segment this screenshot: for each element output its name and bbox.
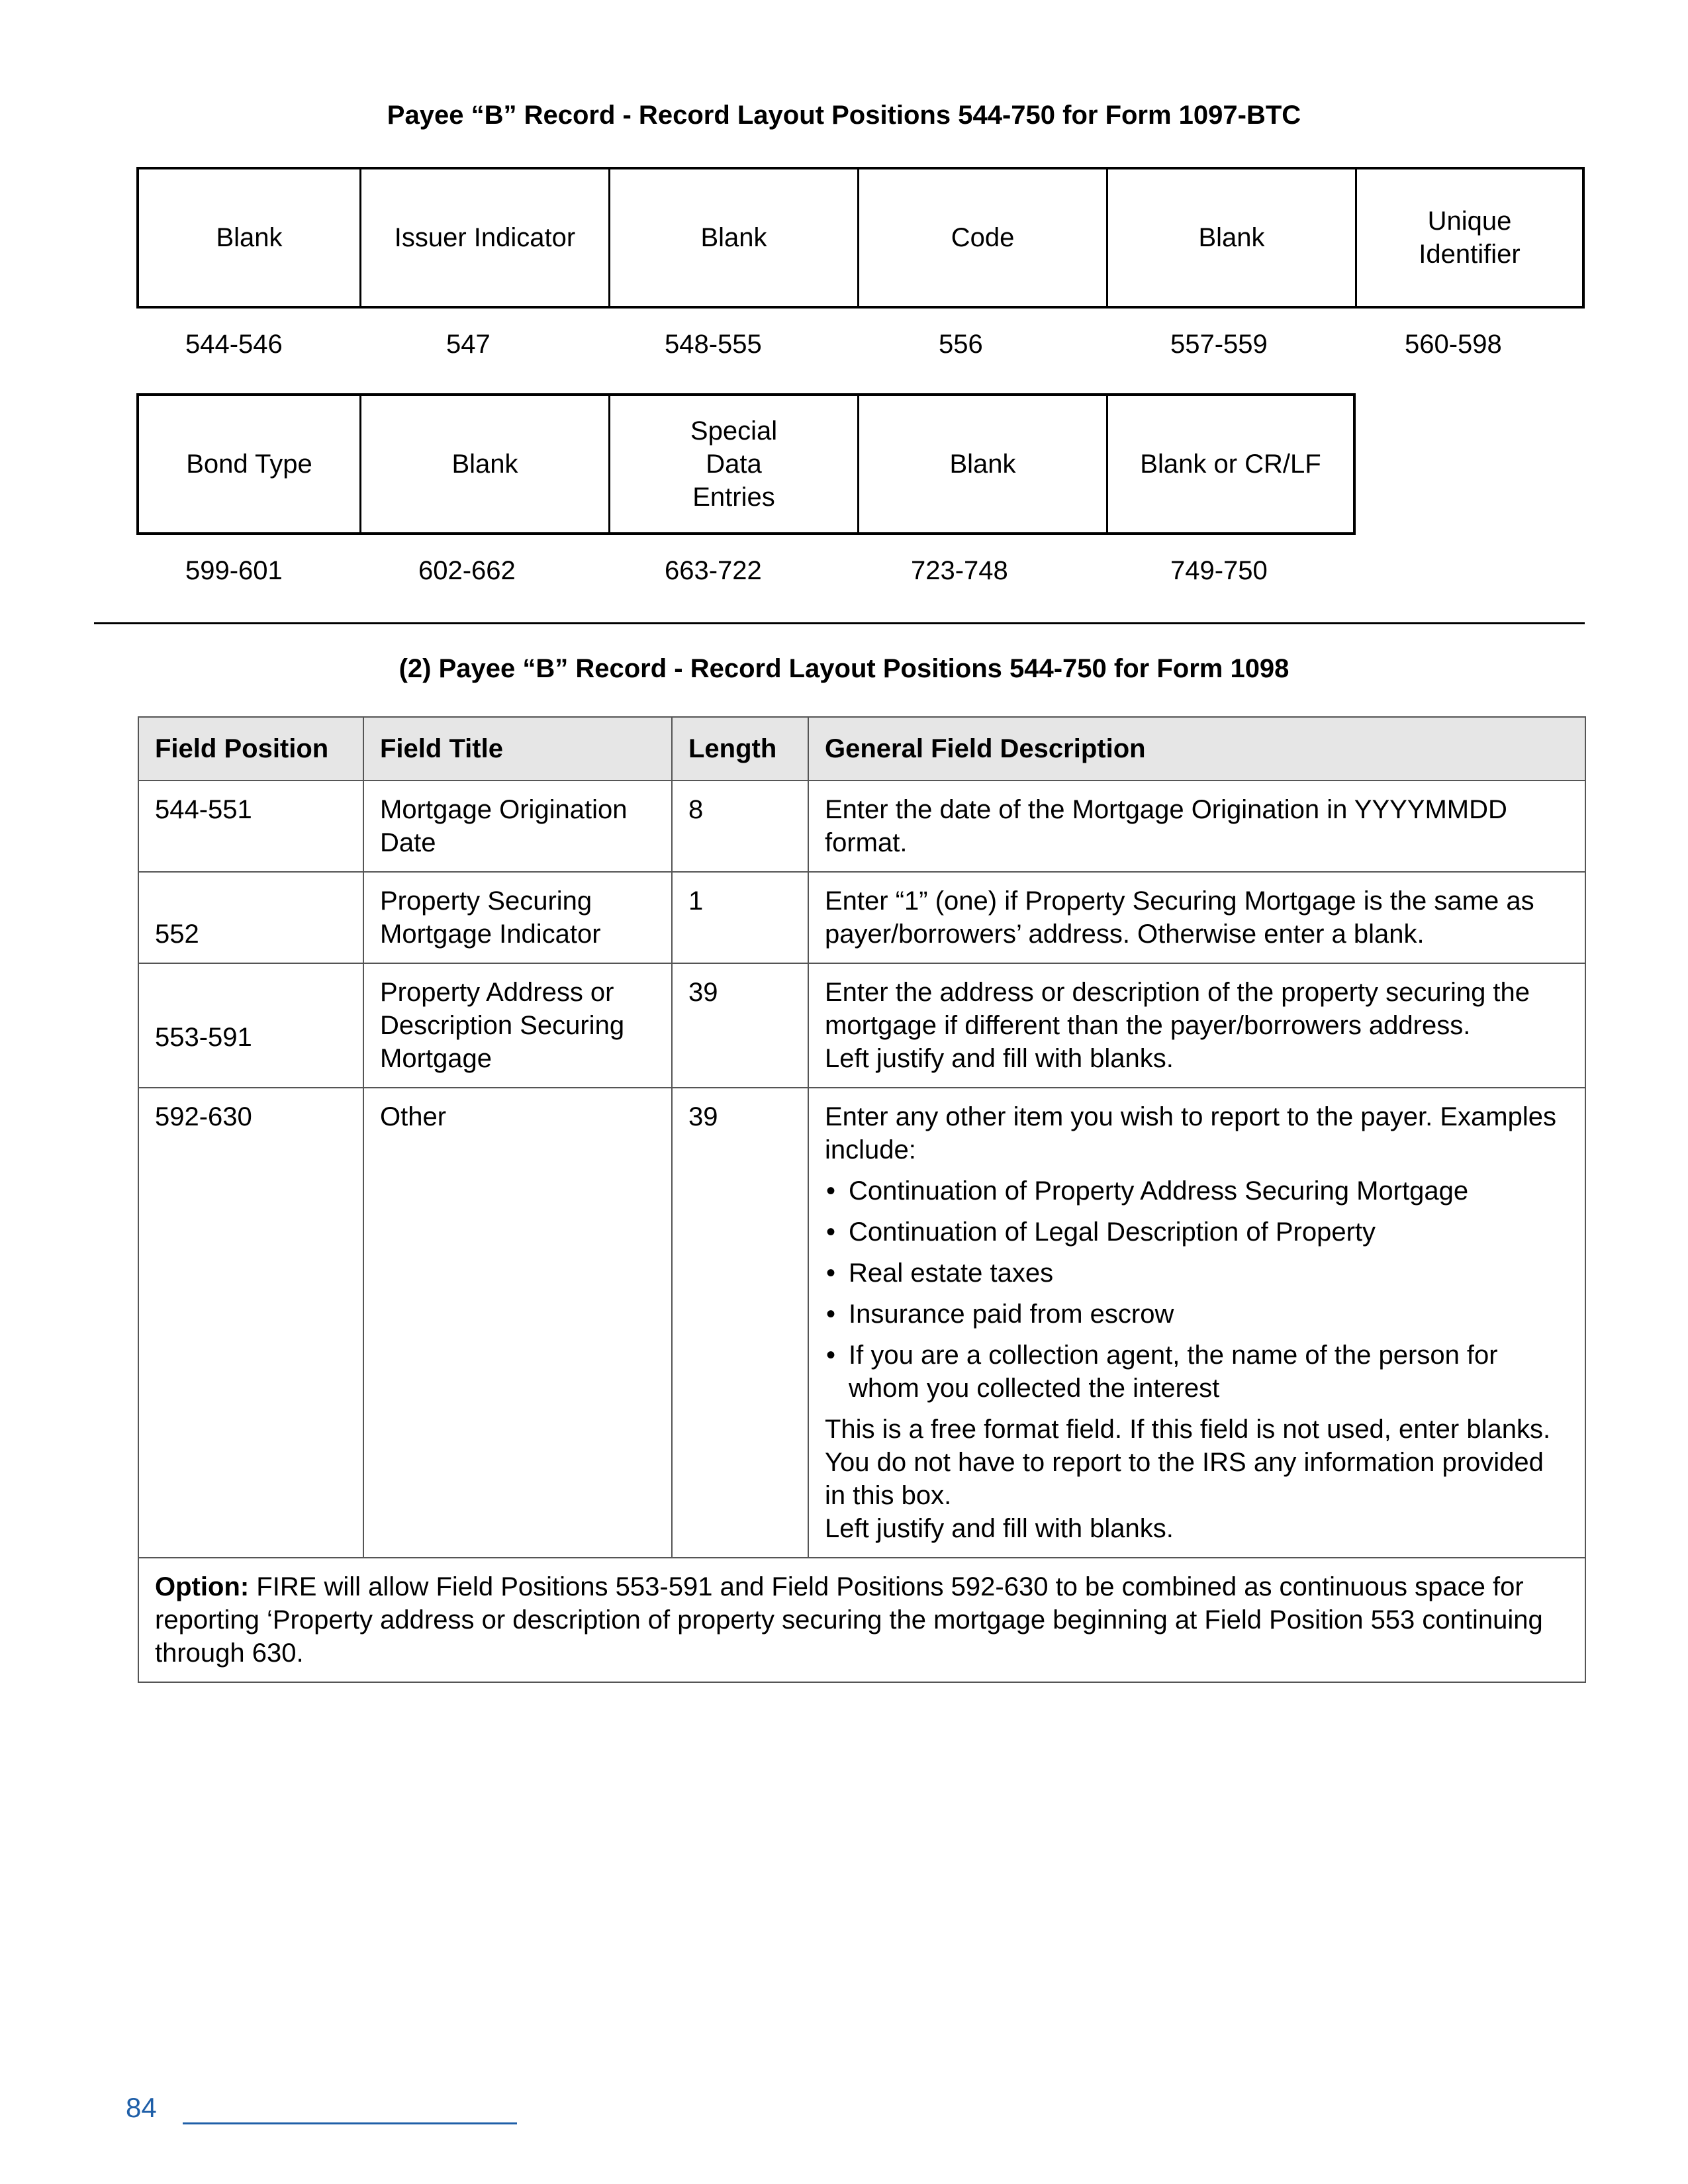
layout-cell-issuer-indicator: Issuer Indicator bbox=[361, 169, 610, 306]
position-label: 544-546 bbox=[185, 330, 283, 359]
list-item: • Real estate taxes bbox=[825, 1257, 1569, 1290]
option-text: FIRE will allow Field Positions 553-591 and Field Positions 592-630 to be combined as continuous space for reporting ‘Property address or description of property securing the mortgage beginning at Field Position 553 continuing through 630. bbox=[155, 1572, 1543, 1668]
section-divider bbox=[94, 622, 1585, 624]
field-description: Enter “1” (one) if Property Securing Mortgage is the same as payer/borrowers’ address. Otherwise enter a blank. bbox=[808, 872, 1585, 963]
field-length: 8 bbox=[672, 781, 808, 872]
layout-cell-code: Code bbox=[859, 169, 1108, 306]
position-label: 548-555 bbox=[665, 330, 762, 359]
layout-cell-blank-4: Blank bbox=[361, 396, 610, 532]
table-header-row bbox=[138, 717, 1585, 781]
position-label: 663-722 bbox=[665, 556, 762, 585]
table-row bbox=[138, 781, 1585, 872]
layout-title-1097btc: Payee “B” Record - Record Layout Positions 544-750 for Form 1097-BTC bbox=[387, 101, 1301, 130]
layout-cell-special-data-entries: Special Data Entries bbox=[610, 396, 859, 532]
position-label: 557-559 bbox=[1170, 330, 1268, 359]
description-line: Enter the address or description of the property securing the mortgage if different than the payer/borrowers address. bbox=[825, 978, 1530, 1040]
page-number: 84 bbox=[126, 2092, 157, 2123]
layout-cell-unique-identifier: Unique Identifier bbox=[1419, 207, 1521, 269]
list-item: • Continuation of Property Address Securing Mortgage bbox=[825, 1174, 1569, 1208]
position-label: 556 bbox=[939, 330, 983, 359]
table-row bbox=[138, 872, 1585, 963]
layout-cell-bond-type: Bond Type bbox=[139, 396, 361, 532]
option-label: Option: bbox=[155, 1572, 250, 1601]
field-title: Property Securing Mortgage Indicator bbox=[363, 872, 672, 963]
layout-cell-blank-2: Blank bbox=[610, 169, 859, 306]
position-label: 749-750 bbox=[1170, 556, 1268, 585]
position-label: 547 bbox=[446, 330, 491, 359]
description-line: Left justify and fill with blanks. bbox=[825, 1044, 1174, 1073]
field-description: Enter the date of the Mortgage Origination in YYYYMMDD format. bbox=[808, 781, 1585, 872]
field-position: 592-630 bbox=[138, 1088, 363, 1558]
layout-row-1 bbox=[136, 167, 1585, 309]
layout-cell-blank-3: Blank bbox=[1108, 169, 1357, 306]
option-note bbox=[138, 1558, 1585, 1682]
position-label: 602-662 bbox=[418, 556, 516, 585]
field-length: 1 bbox=[672, 872, 808, 963]
description-line: This is a free format field. If this field is not used, enter blanks. bbox=[825, 1415, 1551, 1444]
list-item: • Continuation of Legal Description of Property bbox=[825, 1215, 1569, 1249]
position-label: 560-598 bbox=[1405, 330, 1502, 359]
position-label: 723-748 bbox=[911, 556, 1008, 585]
position-label: 599-601 bbox=[185, 556, 283, 585]
field-length: 39 bbox=[672, 963, 808, 1088]
field-description bbox=[808, 1088, 1585, 1558]
field-title: Mortgage Origination Date bbox=[363, 781, 672, 872]
column-header: Field Position bbox=[138, 717, 363, 781]
list-item: • If you are a collection agent, the name of the person for whom you collected the interest bbox=[825, 1339, 1569, 1405]
layout-cell-blank-5: Blank bbox=[859, 396, 1108, 532]
layout-row-2 bbox=[136, 393, 1356, 535]
table-row bbox=[138, 1088, 1585, 1558]
list-item: • Insurance paid from escrow bbox=[825, 1298, 1569, 1331]
examples-list bbox=[825, 1174, 1569, 1405]
description-line: Left justify and fill with blanks. bbox=[825, 1514, 1174, 1543]
field-position: 553-591 bbox=[138, 963, 363, 1088]
footer-rule bbox=[183, 2122, 517, 2124]
table-row bbox=[138, 963, 1585, 1088]
field-position: 552 bbox=[138, 872, 363, 963]
field-layout-table bbox=[138, 716, 1586, 1683]
table-row-option bbox=[138, 1558, 1585, 1682]
field-position: 544-551 bbox=[138, 781, 363, 872]
field-title: Property Address or Description Securing Mortgage bbox=[363, 963, 672, 1088]
layout-title-1098: (2) Payee “B” Record - Record Layout Positions 544-750 for Form 1098 bbox=[399, 654, 1289, 683]
layout-cell-blank-or-crlf: Blank or CR/LF bbox=[1140, 450, 1321, 479]
description-intro: Enter any other item you wish to report to the payer. Examples include: bbox=[825, 1102, 1556, 1164]
layout-cell-blank-1: Blank bbox=[139, 169, 361, 306]
field-title: Other bbox=[363, 1088, 672, 1558]
column-header: Length bbox=[672, 717, 808, 781]
description-line: You do not have to report to the IRS any information provided in this box. bbox=[825, 1448, 1544, 1510]
field-length: 39 bbox=[672, 1088, 808, 1558]
column-header: Field Title bbox=[363, 717, 672, 781]
column-header: General Field Description bbox=[808, 717, 1585, 781]
field-description bbox=[808, 963, 1585, 1088]
